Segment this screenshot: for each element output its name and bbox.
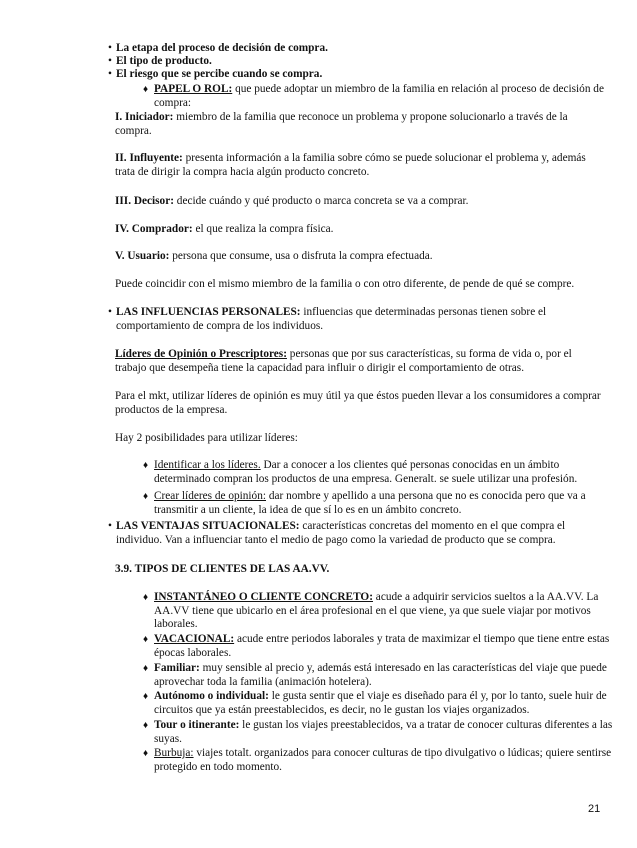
mkt-paragraph: Para el mkt, utilizar líderes de opinión es muy útil ya que éstos pueden llevar a los consumidores a comprar productos de la empresa.	[115, 390, 601, 416]
bullet-icon: •	[108, 55, 112, 67]
bullet-item-tipo: • El tipo de producto.	[108, 55, 212, 67]
role-decisor: III. Decisor: decide cuándo y qué producto o marca concreta se va a comprar.	[115, 195, 469, 207]
diamond-icon: ♦	[143, 592, 149, 603]
diamond-icon: ♦	[143, 748, 149, 759]
posibilidades-paragraph: Hay 2 posibilidades para utilizar líderes:	[115, 432, 298, 444]
cliente-instantaneo: ♦ INSTANTÁNEO O CLIENTE CONCRETO: acude a adquirir servicios sueltos a la AA.VV. La AA.VV tiene que ubicarlo en el área profesional en el que viene, ya que suele viajar por motivos laborales.	[143, 591, 599, 631]
page-number: 21	[588, 803, 601, 815]
diamond-icon: ♦	[143, 634, 149, 645]
bullet-icon: •	[108, 68, 112, 80]
bullet-icon: •	[108, 520, 112, 532]
diamond-icon: ♦	[143, 460, 149, 471]
bullet-item-influencias: • LAS INFLUENCIAS PERSONALES: influencias que determinadas personas tienen sobre el comportamiento de compra de los individuos.	[108, 306, 547, 332]
role-usuario: V. Usuario: persona que consume, usa o disfruta la compra efectuada.	[115, 250, 433, 262]
bullet-item-riesgo: • El riesgo que se percibe cuando se compra.	[108, 68, 323, 80]
diamond-icon: ♦	[143, 491, 149, 502]
diamond-icon: ♦	[143, 84, 149, 95]
lider-item-identificar: ♦ Identificar a los líderes. Dar a conocer a los clientes qué personas conocidas en un ámbito determinado compran los productos de una empresa. Generalt. se suele utilizar una profesión.	[143, 459, 578, 485]
bullet-item-etapa: • La etapa del proceso de decisión de compra.	[108, 42, 328, 54]
cliente-tour: ♦ Tour o itinerante: le gustan los viajes preestablecidos, va a tratar de conocer culturas diferentes a las suyas.	[143, 719, 613, 745]
lider-item-crear: ♦ Crear líderes de opinión: dar nombre y apellido a una persona que no es conocida pero que va a transmitir a un cliente, la idea de que sí lo es en un ámbito concreto.	[143, 490, 586, 516]
coincidir-paragraph: Puede coincidir con el mismo miembro de la familia o con otro diferente, de pende de qué se compre.	[115, 278, 575, 290]
role-iniciador: I. Iniciador: miembro de la familia que reconoce un problema y propone solucionarlo a través de la compra.	[115, 111, 568, 137]
cliente-burbuja: ♦ Burbuja: viajes totalt. organizados para conocer culturas de tipo divulgativo o lúdicas; quiere sentirse protegido en todo momento.	[143, 747, 612, 773]
section-title: 3.9. TIPOS DE CLIENTES DE LAS AA.VV.	[115, 563, 330, 575]
diamond-icon: ♦	[143, 663, 149, 674]
bullet-icon: •	[108, 306, 112, 318]
papel-rol-item: ♦ PAPEL O ROL: que puede adoptar un miembro de la familia en relación al proceso de decisión de compra:	[143, 83, 604, 109]
cliente-autonomo: ♦ Autónomo o individual: le gusta sentir que el viaje es diseñado para él y, por lo tanto, suele huir de circuitos que ya están preestablecidos, es decir, no le gustan los viajes organizados.	[143, 690, 607, 716]
role-influyente: II. Influyente: presenta información a la familia sobre cómo se puede solucionar el problema y, además trata de dirigir la compra hacia algún producto concreto.	[115, 152, 586, 178]
lideres-paragraph: Líderes de Opinión o Prescriptores: personas que por sus características, su forma de vida o, por el trabajo que desempeña tiene la capacidad para influir o dirigir el comportamiento de otras.	[115, 348, 572, 374]
role-comprador: IV. Comprador: el que realiza la compra física.	[115, 223, 334, 235]
bullet-icon: •	[108, 42, 112, 54]
cliente-vacacional: ♦ VACACIONAL: acude entre periodos laborales y trata de maximizar el tiempo que tiene entre estas épocas laborales.	[143, 633, 610, 659]
bullet-item-ventajas: • LAS VENTAJAS SITUACIONALES: características concretas del momento en el que compra el individuo. Van a influenciar tanto el medio de pago como la variedad de producto que se compra.	[108, 520, 566, 546]
cliente-familiar: ♦ Familiar: muy sensible al precio y, además está interesado en las características del viaje que puede aprovechar toda la familia (animación hotelera).	[143, 662, 607, 688]
diamond-icon: ♦	[143, 691, 149, 702]
diamond-icon: ♦	[143, 720, 149, 731]
